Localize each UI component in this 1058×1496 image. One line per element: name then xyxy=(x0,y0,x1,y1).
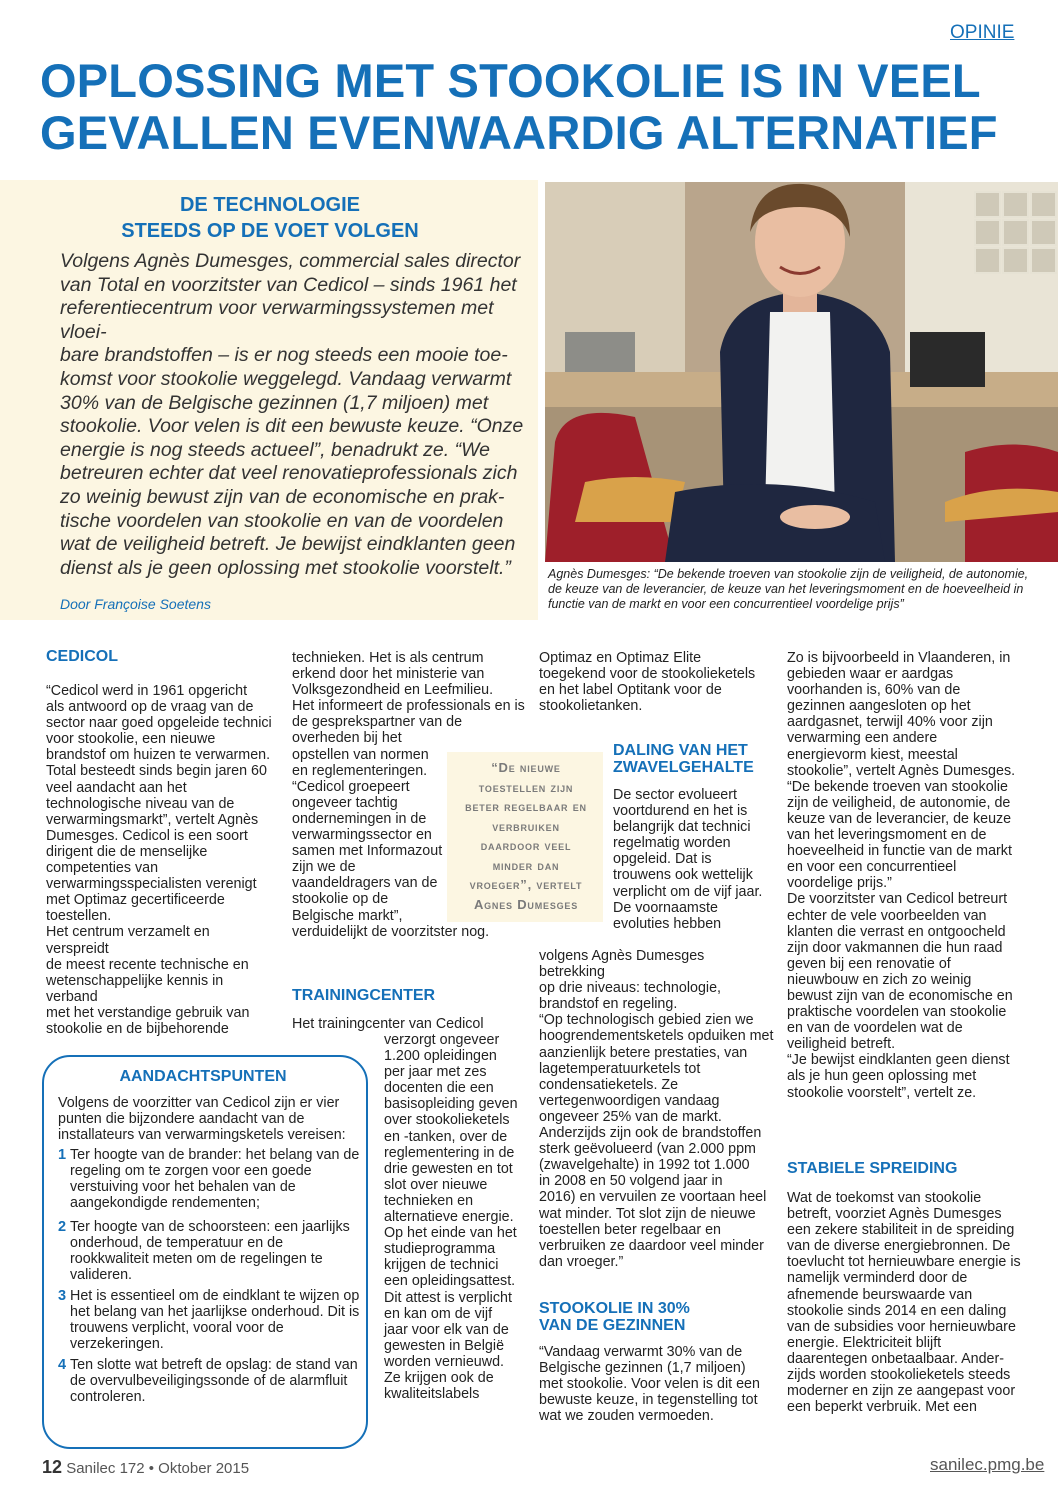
list-item xyxy=(58,1147,363,1212)
portrait-illustration xyxy=(545,182,1058,562)
list-text: Ten slotte wat betreft de opslag: de stand van de overvulbeveiligingssonde of de alarmfluit controleren. xyxy=(70,1357,358,1406)
footer-url[interactable]: sanilec.pmg.be xyxy=(930,1455,1045,1474)
col3-text-mid: De sector evolueert voortdurend en het is belangrijk dat technici regelmatig worden opgeleid. Dat is trouwens ook wettelijk verplicht om de vijf jaar. De voornaamste evoluties hebben xyxy=(613,787,763,932)
list-item xyxy=(58,1357,363,1405)
aandachtspunten-title: AANDACHTSPUNTEN xyxy=(119,1068,287,1085)
page-number: 12 xyxy=(42,1457,63,1477)
heading-trainingcenter: TRAININGCENTER xyxy=(292,987,436,1004)
col3-text-top: Optimaz en Optimaz Elite toegekend voor de stookolieketels en het label Optitank voor de stookolietanken. xyxy=(539,650,756,715)
list-number: 4 xyxy=(58,1357,67,1373)
col3-text-end: “Vandaag verwarmt 30% van de Belgische gezinnen (1,7 miljoen) met stookolie. Voor velen is dit een bewuste keuze, in tegenstelling tot wat we zouden vermoeden. xyxy=(539,1344,760,1425)
portrait-photo xyxy=(545,182,1058,562)
intro-text: Volgens Agnès Dumesges, commercial sales director van Total en voorzitster van Cedicol – sinds 1961 het referentiecentrum voor verwarmingssystemen met vloei- bare brandstoffen – is er nog steeds een mooie toe- komst voor stookolie weggelegd. Vandaag verwarmt 30% van de Belgische gezinnen (1,7 miljoen) met stookolie. Voor velen is dit een bewuste keuze. “Onze energie is nog steeds actueel”, benadrukt ze. “We betreuren echter dat veel renovatieprofessionals zich zo weinig bewust zijn van de economische en prak- tische voordelen van stookolie en van de voordelen wat de veiligheid betreft. Je bewijst eindklanten geen dienst als je geen oplossing met stookolie voorstelt.” xyxy=(60,250,524,579)
list-number: 3 xyxy=(58,1288,67,1304)
aandachtspunten-intro: Volgens de voorzitter van Cedicol zijn er vier punten die bijzondere aandacht van de installateurs van verwarmingsketels vereisen: xyxy=(58,1095,346,1144)
col1-text: “Cedicol werd in 1961 opgericht als antwoord op de vraag van de sector naar goed opgeleide technici voor stookolie, een nieuwe brandstof om huizen te verwarmen. Total besteedt sinds begin jaren 60 veel aandacht aan het technologische niveau van de verwarmingsmarkt”, vertelt Agnès Dumesges. Cedicol is een soort dirigent die de menselijke competenties van verwarmingsspecialisten verenigt met Optimaz gecertificeerde toestellen. Het centrum verzamelt en verspreidt de meest recente technische en wetenschappelijke kennis in verband met het verstandige gebruik van stookolie en de bijbehorende xyxy=(46,683,272,1037)
footer-page-info xyxy=(42,1457,249,1478)
list-item xyxy=(58,1288,363,1353)
col4-text-top: Zo is bijvoorbeeld in Vlaanderen, in gebieden waar er aardgas voorhanden is, 60% van de gezinnen aangesloten op het aardgasnet, terwijl 40% voor zijn verwarming een andere energievorm kiest, meestal stookolie”, vertelt Agnès Dumesges. “De bekende troeven van stookolie zijn de veiligheid, de autonomie, de keuze van de leverancier, de keuze van het leveringsmoment en de hoeveelheid in functie van de markt en voor een concurrentieel voordelige prijs.” De voorzitster van Cedicol betreurt echter de vele voorbeelden van klanten die verrast en ontgoocheld zijn door vakmannen die hun raad geven bij een renovatie of nieuwbouw en zich zo weinig bewust zijn van de economische en praktische voordelen van stookolie en van de voordelen wat de veiligheid betreft. “Je bewijst eindklanten geen dienst als je hun geen oplossing met stookolie voorstelt”, vertelt ze. xyxy=(787,650,1016,1101)
list-number: 1 xyxy=(58,1147,67,1163)
heading-stabiele-spreiding: STABIELE SPREIDING xyxy=(787,1160,958,1177)
list-text: Het is essentieel om de eindklant te wijzen op het belang van het jaarlijkse onderhoud. Dit is trouwens verplicht, vooral voor de verzekeringen. xyxy=(70,1288,360,1353)
heading-cedicol: CEDICOL xyxy=(46,648,118,665)
photo-caption: Agnès Dumesges: “De bekende troeven van stookolie zijn de veiligheid, de autonomie, de keuze van de leverancier, de keuze van het leveringsmoment en de hoeveelheid in functie van de markt en voor een concurrentieel voordelige prijs” xyxy=(548,567,1029,611)
byline: Door Françoise Soetens xyxy=(60,596,211,612)
col2-text-a: Het trainingcenter van Cedicol xyxy=(292,1016,484,1032)
col2-text-top: technieken. Het is als centrum erkend door het ministerie van Volksgezondheid en Leefmilieu. Het informeert de professionals en is de gesprekspartner van de overheden bij het opstellen van normen en reglementeringen. “Cedicol groepeert ongeveer tachtig ondernemingen in de verwarmingssector en samen met Informazout zijn we de vaandeldragers van de stookolie op de Belgische markt”, verduidelijkt de voorzitster nog. xyxy=(292,650,525,940)
list-number: 2 xyxy=(58,1219,67,1235)
col2-text-b: verzorgt ongeveer 1.200 opleidingen per jaar met zes docenten die een basisopleiding geven over stookolieketels en -tanken, over de reglementering in de drie gewesten en tot slot over nieuwe technieken en alternatieve energie. Op het einde van het studieprogramma krijgen de technici een opleidingsattest. Dit attest is verplicht en kan om de vijf jaar voor elk van de gewesten in België worden vernieuwd. Ze krijgen ook de kwaliteitslabels xyxy=(384,1032,518,1403)
pullquote: “De nieuwe toestellen zijn beter regelbaar en verbruiken daardoor veel minder dan vroeger”, vertelt Agnes Dumesges xyxy=(465,760,587,912)
list-text: Ter hoogte van de brander: het belang van de regeling om te zorgen voor een goede verstuiving voor het behalen van de aangekondigde rendementen; xyxy=(70,1147,360,1212)
col3-text-bottom: volgens Agnès Dumesges betrekking op drie niveaus: technologie, brandstof en regeling. “Op technologisch gebied zien we hoogrendementsketels opduiken met aanzienlijk betere prestaties, van lagetemperatuurketels tot condensatieketels. Ze vertegenwoordigen vandaag ongeveer 25% van de markt. Anderzijds zijn ook de brandstoffen sterk geëvolueerd (van 2.000 ppm (zwavelgehalte) in 1992 tot 1.000 in 2008 en 50 volgend jaar in 2016) en vervuilen ze voortaan heel wat minder. Tot slot zijn de nieuwe toestellen beter regelbaar en verbruiken ze daardoor veel minder dan vroeger.” xyxy=(539,948,774,1270)
heading-stookolie-30: STOOKOLIE IN 30% VAN DE GEZINNEN xyxy=(539,1300,690,1334)
heading-zwavelgehalte: DALING VAN HET ZWAVELGEHALTE xyxy=(613,742,754,776)
list-text: Ter hoogte van de schoorsteen: een jaarlijks onderhoud, de temperatuur en de rookkwaliteit meten om de regelingen te valideren. xyxy=(70,1219,350,1284)
list-item xyxy=(58,1219,363,1284)
headline: OPLOSSING MET STOOKOLIE IS IN VEEL GEVALLEN EVENWAARDIG ALTERNATIEF xyxy=(40,54,998,159)
col4-text-bottom: Wat de toekomst van stookolie betreft, voorziet Agnès Dumesges een zekere stabiliteit in de spreiding van de diverse energiebronnen. De toevlucht tot hernieuwbare energie is namelijk verminderd door de afnemende beurswaarde van stookolie sinds 2014 en een daling van de subsidies voor hernieuwbare energie. Elektriciteit blijft daarentegen onbetaalbaar. Ander- zijds worden stookolieketels steeds moderner en zijn ze aangepast voor een beperkt verbruik. Met een xyxy=(787,1190,1021,1416)
section-label: OPINIE xyxy=(950,22,1015,43)
issue-info: Sanilec 172 • Oktober 2015 xyxy=(66,1460,250,1477)
intro-subhead: DE TECHNOLOGIE STEEDS OP DE VOET VOLGEN xyxy=(121,194,419,242)
